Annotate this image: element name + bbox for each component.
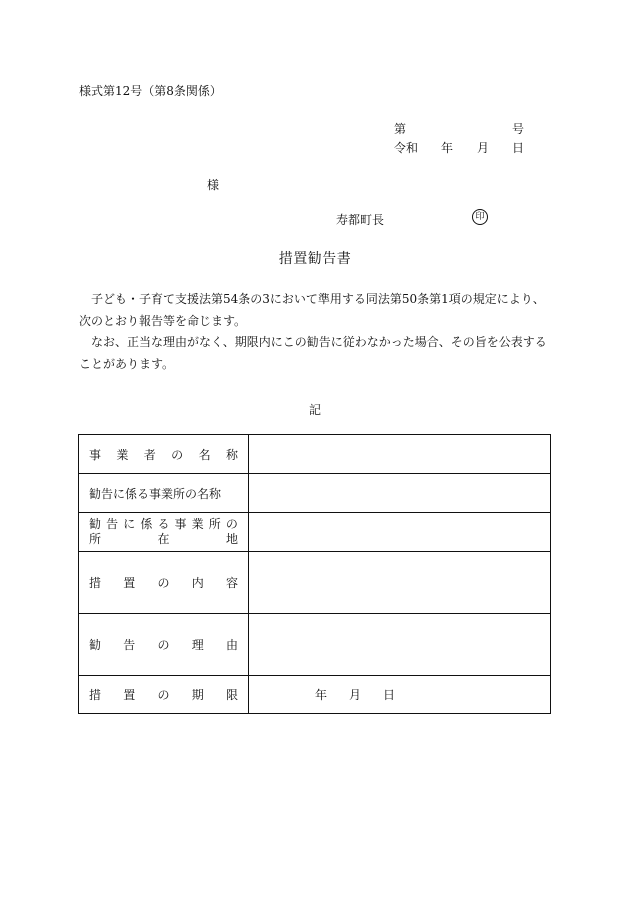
label-business-name: 事 業 者 の 名 称 — [79, 435, 249, 474]
table-row — [79, 474, 551, 513]
number-suffix: 号 — [512, 122, 525, 136]
deadline-month-label: 月 — [349, 688, 362, 702]
value-office-name[interactable] — [249, 474, 551, 513]
value-measure-content[interactable] — [249, 552, 551, 614]
label-measure-deadline: 措 置 の 期 限 — [79, 676, 249, 714]
date-day-label: 日 — [512, 141, 525, 155]
value-recommendation-reason[interactable] — [249, 614, 551, 676]
table-row — [79, 513, 551, 552]
date-era: 令和 — [394, 141, 419, 155]
value-business-name[interactable] — [249, 435, 551, 474]
value-office-address[interactable] — [249, 513, 551, 552]
deadline-year-label: 年 — [315, 688, 328, 702]
table-row — [79, 614, 551, 676]
document-title: 措置勧告書 — [278, 251, 352, 267]
issuer-name: 寿都町長 — [336, 213, 385, 227]
notice-table — [78, 434, 551, 714]
deadline-day-label: 日 — [383, 688, 396, 702]
body-paragraph-1: 子ども・子育て支援法第54条の3において準用する同法第50条第1項の規定により、次のとおり報告等を命じます。 — [79, 292, 545, 328]
label-recommendation-reason: 勧 告 の 理 由 — [79, 614, 249, 676]
table-row — [79, 552, 551, 614]
date-year-label: 年 — [441, 141, 454, 155]
body-paragraph-2: なお、正当な理由がなく、期限内にこの勧告に従わなかった場合、その旨を公表することがあります。 — [79, 335, 547, 371]
label-office-address: 勧 告 に 係 る 事 業 所 の 所 在 地 — [79, 513, 249, 552]
value-measure-deadline[interactable] — [249, 676, 551, 714]
number-prefix: 第 — [394, 122, 407, 136]
label-measure-content: 措 置 の 内 容 — [79, 552, 249, 614]
label-office-name: 勧告に係る事業所の名称 — [79, 474, 249, 513]
form-number: 様式第12号（第8条関係） — [79, 84, 222, 98]
seal-mark: 印 — [472, 209, 488, 225]
ki-heading: 記 — [308, 403, 321, 417]
addressee-suffix: 様 — [207, 178, 220, 192]
document-body — [79, 289, 554, 375]
table-row — [79, 435, 551, 474]
date-month-label: 月 — [477, 141, 490, 155]
table-row — [79, 676, 551, 714]
